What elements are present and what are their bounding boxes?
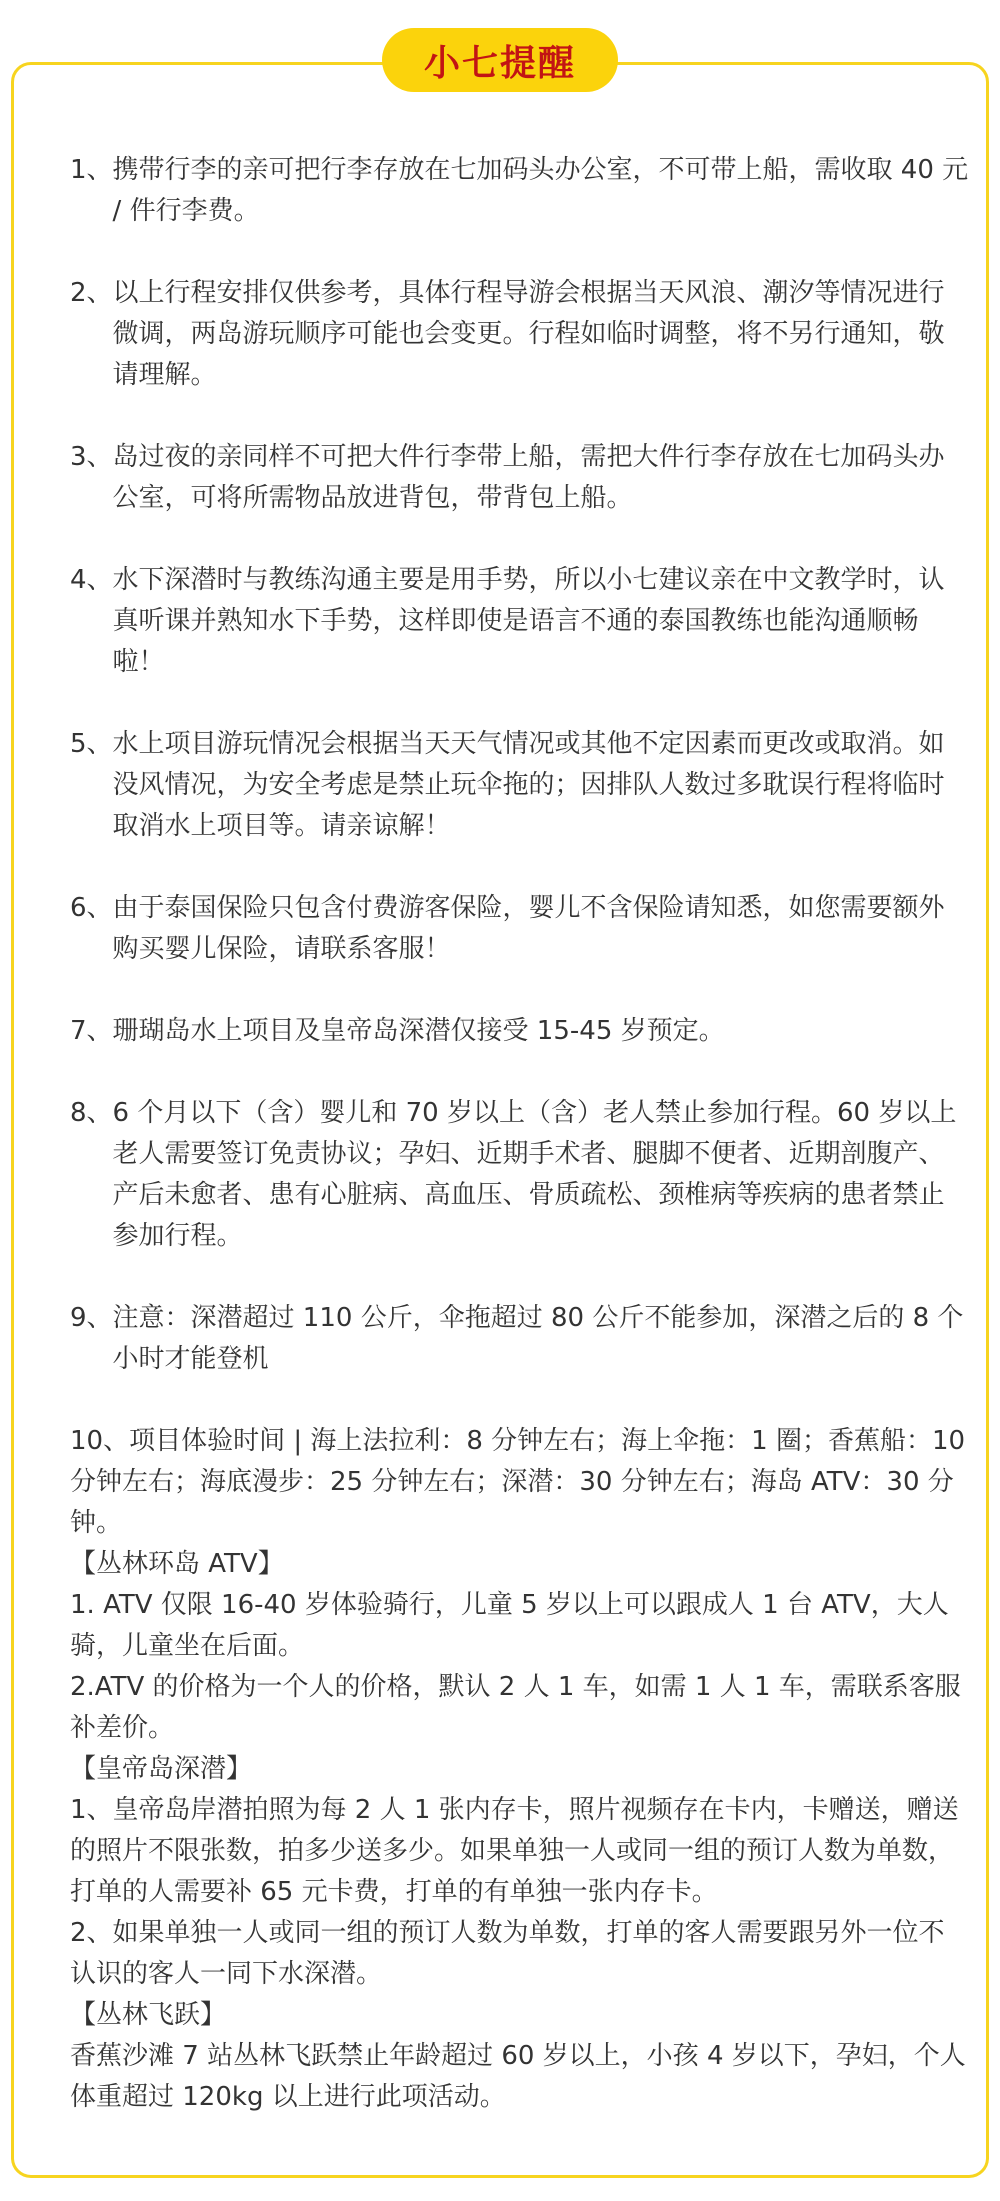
item10-intro: 10、项目体验时间 | 海上法拉利：8 分钟左右；海上伞拖：1 圈；香蕉船：10 分钟左右；海底漫步：25 分钟左右；深潜：30 分钟左右；海岛 ATV：30 分钟。 — [70, 1426, 966, 1538]
item-text: 以上行程安排仅供参考，具体行程导游会根据当天风浪、潮汐等情况进行微调，两岛游玩顺序可能也会变更。行程如临时调整，将不另行通知，敬请理解。 — [112, 278, 945, 390]
item-text: 注意：深潜超过 110 公斤，伞拖超过 80 公斤不能参加，深潜之后的 8 个小时才能登机 — [112, 1303, 964, 1374]
reminder-item-4 — [70, 560, 970, 683]
reminder-item-3 — [70, 437, 970, 519]
reminder-item-7 — [70, 1011, 970, 1052]
atv-section-header: 【丛林环岛 ATV】 — [70, 1549, 284, 1579]
dive-section-header: 【皇帝岛深潜】 — [70, 1754, 253, 1784]
reminder-item-1 — [70, 150, 970, 232]
atv-rule-2: 2.ATV 的价格为一个人的价格，默认 2 人 1 车，如需 1 人 1 车，需联系客服补差价。 — [70, 1672, 961, 1743]
item-number: 5、 — [70, 729, 113, 759]
item-number: 4、 — [70, 565, 113, 595]
reminder-content — [70, 150, 970, 2118]
item-number: 8、 — [70, 1098, 113, 1128]
reminder-item-9 — [70, 1298, 970, 1380]
item-text: 水上项目游玩情况会根据当天天气情况或其他不定因素而更改或取消。如没风情况，为安全考虑是禁止玩伞拖的；因排队人数过多耽误行程将临时取消水上项目等。请亲谅解！ — [112, 729, 945, 841]
reminder-item-8 — [70, 1093, 970, 1257]
reminder-item-6 — [70, 888, 970, 970]
item-text: 水下深潜时与教练沟通主要是用手势，所以小七建议亲在中文教学时，认真听课并熟知水下手势，这样即使是语言不通的泰国教练也能沟通顺畅啦！ — [112, 565, 945, 677]
zipline-rule-1: 香蕉沙滩 7 站丛林飞跃禁止年龄超过 60 岁以上，小孩 4 岁以下，孕妇，个人体重超过 120kg 以上进行此项活动。 — [70, 2041, 966, 2112]
zipline-section-header: 【丛林飞跃】 — [70, 2000, 227, 2030]
dive-rule-2: 2、如果单独一人或同一组的预订人数为单数，打单的客人需要跟另外一位不认识的客人一同下水深潜。 — [70, 1918, 945, 1989]
item-text: 岛过夜的亲同样不可把大件行李带上船，需把大件行李存放在七加码头办公室，可将所需物品放进背包，带背包上船。 — [112, 442, 945, 513]
item-text: 携带行李的亲可把行李存放在七加码头办公室，不可带上船，需收取 40 元 / 件行李费。 — [112, 155, 969, 226]
item-number: 7、 — [70, 1016, 113, 1046]
item-number: 3、 — [70, 442, 113, 472]
atv-rule-1: 1. ATV 仅限 16-40 岁体验骑行，儿童 5 岁以上可以跟成人 1 台 ATV，大人骑，儿童坐在后面。 — [70, 1590, 949, 1661]
title-badge — [382, 28, 618, 92]
item-number: 6、 — [70, 893, 113, 923]
page-title: 小七提醒 — [423, 42, 576, 84]
item-text: 6 个月以下（含）婴儿和 70 岁以上（含）老人禁止参加行程。60 岁以上老人需要签订免责协议；孕妇、近期手术者、腿脚不便者、近期剖腹产、产后未愈者、患有心脏病、高血压、骨质疏松、颈椎病等疾病的患者禁止参加行程。 — [112, 1098, 957, 1251]
item-number: 2、 — [70, 278, 113, 308]
reminder-item-10 — [70, 1421, 970, 2118]
item-text: 由于泰国保险只包含付费游客保险，婴儿不含保险请知悉，如您需要额外购买婴儿保险，请联系客服！ — [112, 893, 945, 964]
dive-rule-1: 1、皇帝岛岸潜拍照为每 2 人 1 张内存卡，照片视频存在卡内，卡赠送，赠送的照片不限张数，拍多少送多少。如果单独一人或同一组的预订人数为单数，打单的人需要补 65 元卡费，打单的有单独一张内存卡。 — [70, 1795, 959, 1907]
reminder-item-2 — [70, 273, 970, 396]
reminder-item-5 — [70, 724, 970, 847]
item-text: 珊瑚岛水上项目及皇帝岛深潜仅接受 15-45 岁预定。 — [112, 1016, 725, 1046]
item-number: 1、 — [70, 155, 113, 185]
item-number: 9、 — [70, 1303, 113, 1333]
